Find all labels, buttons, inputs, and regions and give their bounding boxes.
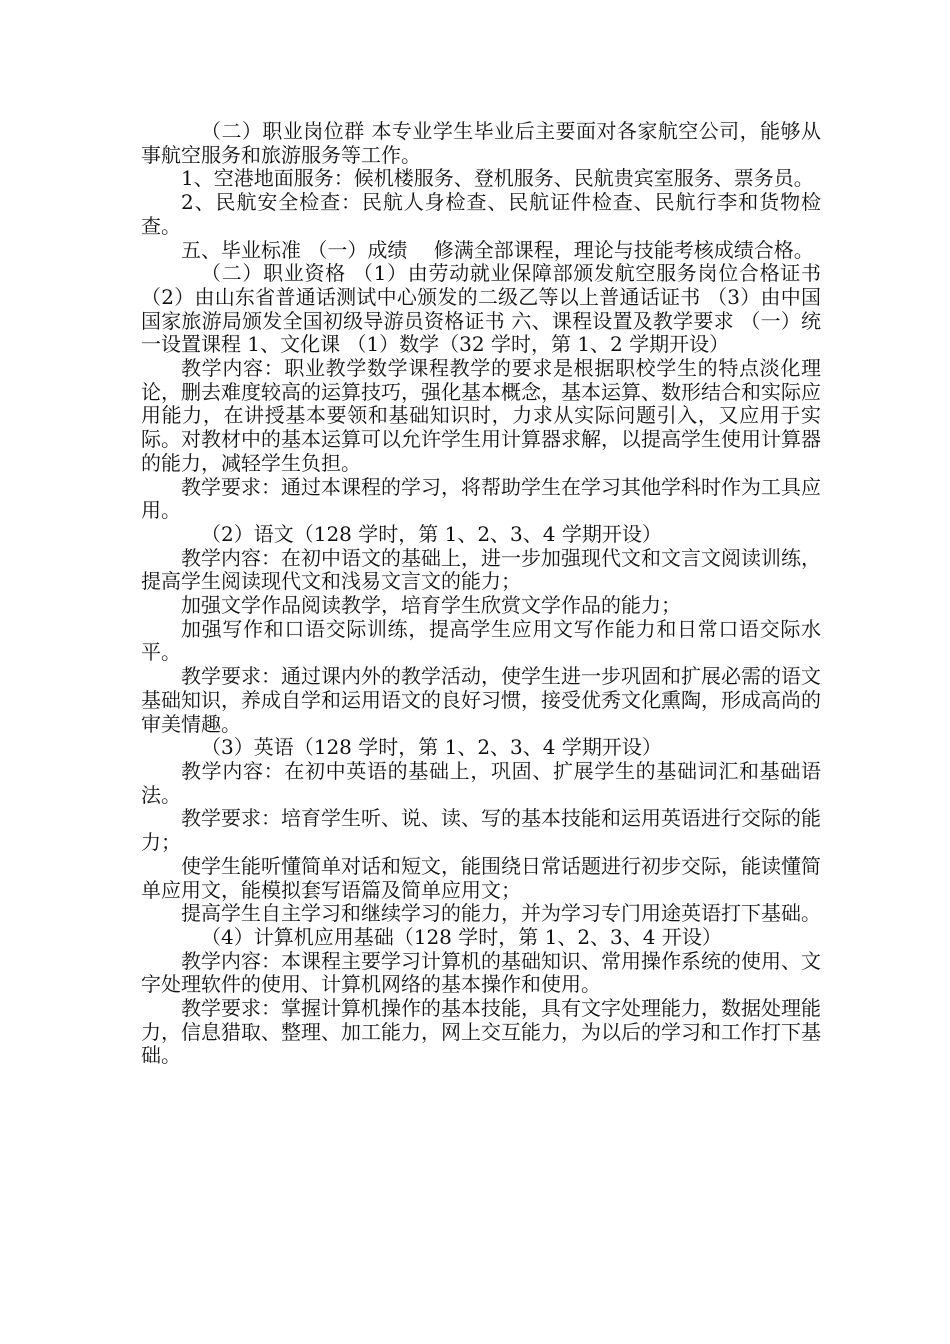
paragraph-graduation-standard: 五、毕业标准 （一）成绩 修满全部课程，理论与技能考核成绩合格。 — [181, 237, 814, 262]
paragraph-english-listening: 使学生能听懂简单对话和短文，能围绕日常话题进行初步交际，能读懂简单应用文，能模拟套写语篇及简单应用文； — [141, 853, 821, 902]
paragraph-chinese-literature: 加强文学作品阅读教学，培育学生欣赏文学作品的能力； — [181, 593, 681, 618]
paragraph-chinese-heading: （2）语文（128 学时，第 1、2、3、4 学期开设） — [201, 521, 662, 546]
paragraph-chinese-content: 教学内容：在初中语文的基础上，进一步加强现代文和文言文阅读训练，提高学生阅读现代文和浅易文言文的能力； — [141, 545, 821, 594]
paragraph-computer-content: 教学内容：本课程主要学习计算机的基础知识、常用操作系统的使用、文字处理软件的使用、计算机网络的基本操作和使用。 — [141, 948, 821, 997]
paragraph-chinese-requirement: 教学要求：通过课内外的教学活动，使学生进一步巩固和扩展必需的语文基础知识，养成自学和运用语文的良好习惯，接受优秀文化熏陶，形成高尚的审美情趣。 — [141, 664, 821, 736]
paragraph-english-requirement: 教学要求：培育学生听、说、读、写的基本技能和运用英语进行交际的能力； — [141, 806, 821, 855]
paragraph-english-content: 教学内容：在初中英语的基础上，巩固、扩展学生的基础词汇和基础语法。 — [141, 758, 821, 807]
paragraph-security-check: 2、民航安全检查：民航人身检查、民航证件检查、民航行李和货物检查。 — [141, 190, 821, 238]
document-body — [141, 120, 821, 1068]
paragraph-english-self-study: 提高学生自主学习和继续学习的能力，并为学习专门用途英语打下基础。 — [181, 901, 821, 926]
paragraph-math-content: 教学内容：职业教学数学课程教学的要求是根据职校学生的特点淡化理论，删去难度较高的运算技巧，强化基本概念，基本运算、数形结合和实际应用能力，在讲授基本要领和基础知识时，力求从实际问题引入，又应用于实际。对教材中的基本运算可以允许学生用计算器求解，以提高学生使用计算器的能力，减轻学生负担。 — [141, 356, 821, 475]
paragraph-job-positions: （二）职业岗位群 本专业学生毕业后主要面对各家航空公司，能够从事航空服务和旅游服务等工作。 — [141, 119, 821, 167]
paragraph-ground-service: 1、空港地面服务：候机楼服务、登机服务、民航贵宾室服务、票务员。 — [181, 166, 814, 191]
paragraph-english-heading: （3）英语（128 学时，第 1、2、3、4 学期开设） — [201, 735, 662, 760]
paragraph-qualifications: （二）职业资格 （1）由劳动就业保障部颁发航空服务岗位合格证书 （2）由山东省普通话测试中心颁发的二级乙等以上普通话证书 （3）由中国国家旅游局颁发全国初级导游员资格证书 六、课程设置及教学要求 （一）统一设置课程 1、文化课 （1）数学（32 学时，第 1、2 学期开设） — [141, 261, 821, 357]
paragraph-computer-requirement: 教学要求：掌握计算机操作的基本技能，具有文字处理能力，数据处理能力，信息猎取、整理、加工能力，网上交互能力，为以后的学习和工作打下基础。 — [141, 996, 821, 1068]
paragraph-chinese-writing: 加强写作和口语交际训练，提高学生应用文写作能力和日常口语交际水平。 — [141, 616, 821, 665]
paragraph-math-requirement: 教学要求：通过本课程的学习，将帮助学生在学习其他学科时作为工具应用。 — [141, 474, 821, 523]
paragraph-computer-heading: （4）计算机应用基础（128 学时，第 1、2、3、4 开设） — [201, 924, 722, 949]
